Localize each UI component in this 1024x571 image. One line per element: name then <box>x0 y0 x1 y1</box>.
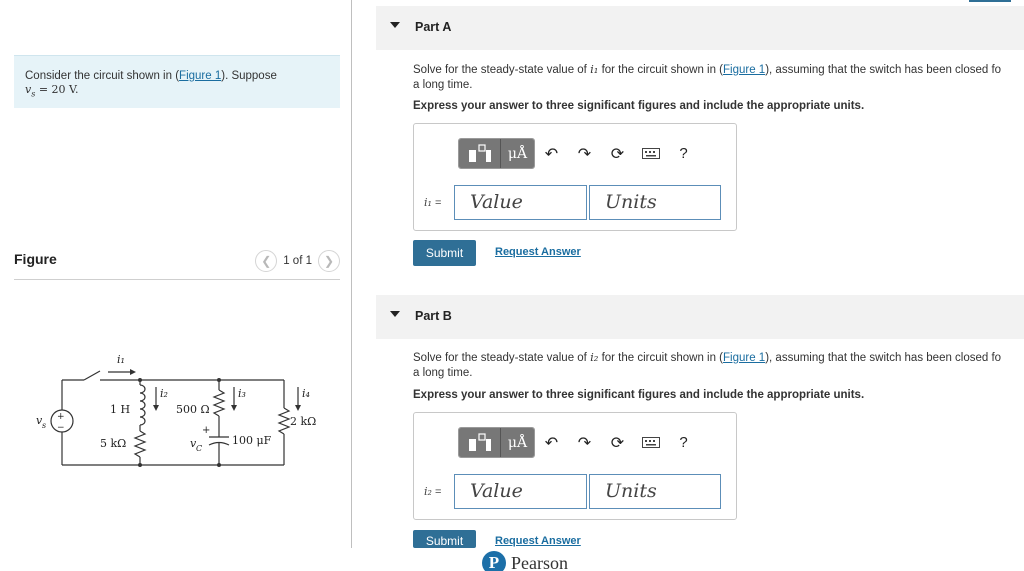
figure-link[interactable]: Figure 1 <box>723 352 766 364</box>
part-b-header[interactable] <box>376 295 1024 339</box>
pearson-brand <box>482 551 568 571</box>
variable-i1: i₁ <box>590 62 599 76</box>
figure-link[interactable]: Figure 1 <box>179 70 222 82</box>
inductor <box>140 385 145 425</box>
inductor-label: 1 H <box>110 403 131 416</box>
part-b-instruction: Express your answer to three significant figures and include the appropriate units. <box>413 389 865 401</box>
request-answer-link[interactable]: Request Answer <box>495 246 581 258</box>
i4-label: i₄ <box>302 387 310 400</box>
templates-group[interactable] <box>458 138 535 169</box>
vs-sub: s <box>42 421 47 430</box>
figure-title: Figure <box>14 251 57 267</box>
part-a-question <box>413 62 1024 92</box>
part-a-answer-box <box>413 123 737 231</box>
source-minus: − <box>57 423 65 433</box>
top-accent-line <box>969 0 1011 2</box>
collapse-triangle-icon[interactable] <box>390 22 400 28</box>
answer-variable: i₁ <box>424 196 432 209</box>
chevron-right-icon[interactable]: ❯ <box>318 250 340 272</box>
i2-label: i₂ <box>160 387 168 400</box>
variable-i2: i₂ <box>590 350 599 364</box>
answer-toolbar <box>458 138 700 169</box>
value-input[interactable]: Value <box>454 185 587 220</box>
resistor-2k <box>279 408 289 434</box>
resistor-5k <box>135 431 145 457</box>
problem-intro <box>14 55 340 108</box>
intro-line-2 <box>25 83 340 101</box>
circuit-diagram <box>32 345 332 475</box>
question-text: ), assuming that the switch has been closed fo <box>765 352 1002 364</box>
pearson-text: Pearson <box>511 552 568 571</box>
part-b-title: Part B <box>415 309 452 323</box>
answer-label: i₂ = <box>424 485 442 498</box>
vs-value: = 20 V. <box>35 83 79 96</box>
part-b-question <box>413 350 1024 380</box>
question-line-2: a long time. <box>413 78 473 91</box>
units-symbol-button[interactable]: μÅ <box>501 428 534 457</box>
vs-label: v <box>36 414 43 427</box>
figure-link[interactable]: Figure 1 <box>723 64 766 76</box>
resistor-2k-label: 2 kΩ <box>290 415 317 428</box>
question-text: for the circuit shown in ( <box>598 64 724 76</box>
question-text: ), assuming that the switch has been closed fo <box>765 64 1002 76</box>
answer-toolbar <box>458 427 700 458</box>
keyboard-icon[interactable] <box>634 427 667 458</box>
question-line-1 <box>413 62 1024 78</box>
undo-icon[interactable]: ↶ <box>544 434 559 452</box>
question-line-2: a long time. <box>413 366 473 379</box>
part-a-instruction: Express your answer to three significant figures and include the appropriate units. <box>413 100 865 112</box>
resistor-5k-label: 5 kΩ <box>100 437 127 450</box>
question-text: for the circuit shown in ( <box>598 352 724 364</box>
value-input[interactable]: Value <box>454 474 587 509</box>
resistor-500 <box>214 390 224 416</box>
request-answer-link[interactable]: Request Answer <box>495 535 581 547</box>
intro-text-after: ). Suppose <box>221 70 277 82</box>
units-symbol-button[interactable]: μÅ <box>501 139 534 168</box>
i3-label: i₃ <box>238 387 246 400</box>
question-line-1 <box>413 350 1024 366</box>
submit-button[interactable]: Submit <box>413 530 476 548</box>
help-button[interactable]: ? <box>679 434 688 451</box>
redo-icon[interactable]: ↷ <box>577 145 592 163</box>
keyboard-icon[interactable] <box>634 138 667 169</box>
answer-label: i₁ = <box>424 196 442 209</box>
help-button[interactable]: ? <box>679 145 688 162</box>
undo-icon[interactable]: ↶ <box>544 145 559 163</box>
vc-plus: + <box>202 425 211 436</box>
units-input[interactable]: Units <box>589 474 721 509</box>
pearson-logo: P <box>482 551 506 571</box>
vs-symbol: v <box>25 83 32 96</box>
source-plus: + <box>57 412 65 422</box>
vc-sub: C <box>196 444 203 453</box>
reset-icon[interactable]: ⟳ <box>610 434 625 452</box>
reset-icon[interactable]: ⟳ <box>610 145 625 163</box>
intro-line-1 <box>25 69 340 83</box>
chevron-left-icon[interactable]: ❮ <box>255 250 277 272</box>
part-a-title: Part A <box>415 20 452 34</box>
part-b-answer-box <box>413 412 737 520</box>
intro-text: Consider the circuit shown in ( <box>25 70 180 82</box>
figure-header <box>14 249 340 280</box>
templates-group[interactable] <box>458 427 535 458</box>
template-icon[interactable] <box>459 139 501 168</box>
vc-label: v <box>190 437 197 450</box>
collapse-triangle-icon[interactable] <box>390 311 400 317</box>
question-text: Solve for the steady-state value of <box>413 64 591 76</box>
resistor-500-label: 500 Ω <box>176 403 210 416</box>
template-icon[interactable] <box>459 428 501 457</box>
figure-pager <box>255 249 340 273</box>
switch-blade <box>84 371 100 380</box>
panel-divider <box>351 0 352 548</box>
question-text: Solve for the steady-state value of <box>413 352 591 364</box>
part-a-header[interactable] <box>376 6 1024 50</box>
units-input[interactable]: Units <box>589 185 721 220</box>
answer-variable: i₂ <box>424 485 432 498</box>
i1-label: i₁ <box>117 353 125 366</box>
pager-text: 1 of 1 <box>283 255 312 267</box>
submit-button[interactable]: Submit <box>413 240 476 266</box>
redo-icon[interactable]: ↷ <box>577 434 592 452</box>
vs-subscript: s <box>31 89 36 99</box>
capacitor-label: 100 μF <box>232 434 272 447</box>
left-panel <box>0 0 352 571</box>
